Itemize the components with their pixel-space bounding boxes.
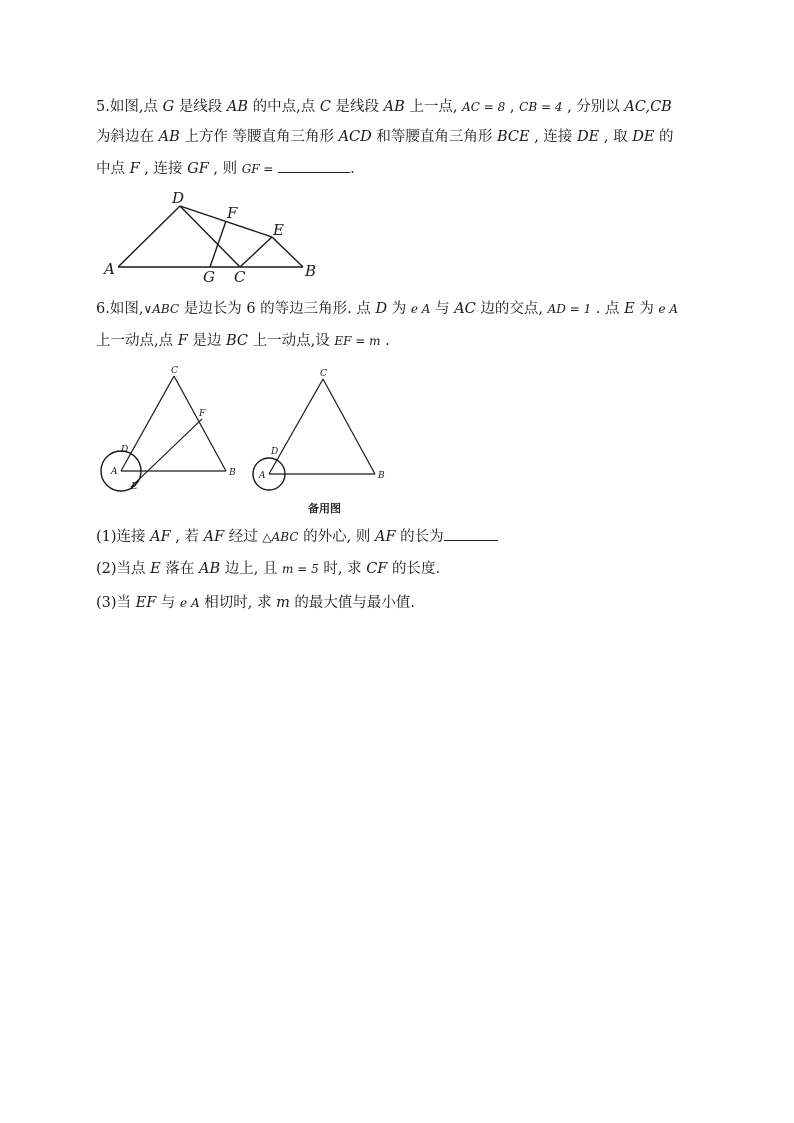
text: 为 (387, 301, 411, 317)
equation-ad: AD = 1 (547, 302, 592, 316)
label-A: A (104, 260, 115, 278)
var-DE: DE (632, 129, 655, 145)
var-BCE: BCE (497, 129, 530, 145)
label-A: A (111, 467, 118, 477)
text: 上一动点,点 (96, 333, 178, 349)
text: 是边 (187, 333, 226, 349)
circle-a: e A (658, 302, 679, 316)
var-GF: GF (187, 161, 209, 177)
text: 中点 (96, 161, 130, 177)
var-DE: DE (577, 129, 600, 145)
var-F: F (177, 333, 188, 349)
text: . (350, 161, 355, 177)
label-D: D (172, 189, 185, 207)
label-C: C (234, 268, 246, 286)
text: 6.如图, (96, 301, 144, 317)
text: 与 (430, 301, 455, 317)
text: 上一点, (404, 99, 463, 115)
triangle-abc: △ABC (262, 530, 299, 544)
text: 的长为 (395, 529, 444, 545)
label-F: F (227, 204, 238, 222)
text: 是线段 (330, 99, 384, 115)
text: , (505, 99, 520, 115)
var-CF: CF (366, 561, 388, 577)
text: , 分别以 (562, 99, 625, 115)
label-B: B (378, 471, 385, 481)
var-AF: AF (203, 529, 225, 545)
text: , 连接 (529, 129, 578, 145)
text: . (380, 333, 390, 349)
var-AB: AB (198, 561, 221, 577)
var-AF: AF (150, 529, 171, 545)
var-AB: AB (383, 99, 405, 115)
text: 的外心, 则 (298, 529, 375, 545)
label-B: B (229, 468, 236, 478)
text: (2)当点 (96, 561, 151, 577)
text: , 连接 (139, 161, 188, 177)
label-E: E (131, 482, 138, 492)
var-AF: AF (374, 529, 396, 545)
equation-gf: GF = (241, 162, 274, 176)
triangle-abc: ∨ABC (143, 302, 180, 316)
p6-q2 (96, 559, 440, 579)
text: 是线段 (174, 99, 227, 115)
text: 的长度. (387, 561, 441, 577)
text: 边上, 且 (220, 561, 283, 577)
var-BC: BC (226, 333, 249, 349)
var-m: m (276, 595, 290, 611)
label-D: D (121, 445, 129, 455)
text: 上一动点,设 (248, 333, 335, 349)
text: 为 (634, 301, 659, 317)
text: 是边长为 6 的等边三角形. 点 (179, 301, 376, 317)
circle-a: e A (180, 596, 200, 610)
p6-q3 (96, 593, 415, 613)
label-B: B (305, 262, 317, 280)
figure-caption: 备用图 (308, 502, 341, 515)
answer-blank[interactable] (444, 526, 498, 541)
text: 的最大值与最小值. (289, 595, 416, 611)
text: 边的交点, (475, 301, 548, 317)
text: 与 (156, 595, 181, 611)
equation-ef: EF = m (334, 334, 381, 348)
var-ac-cb: AC,CB (624, 99, 672, 115)
text: 落在 (160, 561, 199, 577)
p6-q1 (96, 526, 498, 547)
label-C: C (320, 369, 327, 379)
text: (1)连接 (96, 529, 151, 545)
label-G: G (203, 268, 215, 286)
var-D: D (375, 301, 388, 317)
label-E: E (273, 221, 284, 239)
var-G: G (162, 99, 175, 115)
label-C: C (171, 366, 178, 376)
circle-a: e A (410, 302, 431, 316)
label-A: A (259, 471, 266, 481)
var-E: E (150, 561, 161, 577)
var-AC: AC (454, 301, 476, 317)
equation-ac: AC = 8 (462, 100, 506, 114)
var-ACD: ACD (338, 129, 372, 145)
var-EF: EF (135, 595, 157, 611)
text: 的中点,点 (248, 99, 320, 115)
text: 的 (654, 129, 674, 145)
text: 相切时, 求 (199, 595, 277, 611)
text: , 若 (170, 529, 204, 545)
equation-m: m = 5 (282, 562, 319, 576)
text: 经过 (224, 529, 263, 545)
var-F: F (129, 161, 140, 177)
text: . 点 (591, 301, 625, 317)
text: (3)当 (96, 595, 136, 611)
label-F: F (199, 409, 206, 419)
text: 为斜边在 (96, 129, 159, 145)
text: , 取 (599, 129, 633, 145)
equation-cb: CB = 4 (519, 100, 563, 114)
side-bc (323, 379, 375, 474)
text: 5.如图,点 (96, 99, 163, 115)
text: , 则 (208, 161, 242, 177)
label-D: D (271, 447, 279, 457)
var-E: E (624, 301, 635, 317)
var-AB: AB (226, 99, 249, 115)
var-AB: AB (158, 129, 180, 145)
text: 和等腰直角三角形 (371, 129, 497, 145)
text: 上方作 等腰直角三角形 (179, 129, 339, 145)
var-C: C (319, 99, 331, 115)
text: 时, 求 (318, 561, 367, 577)
